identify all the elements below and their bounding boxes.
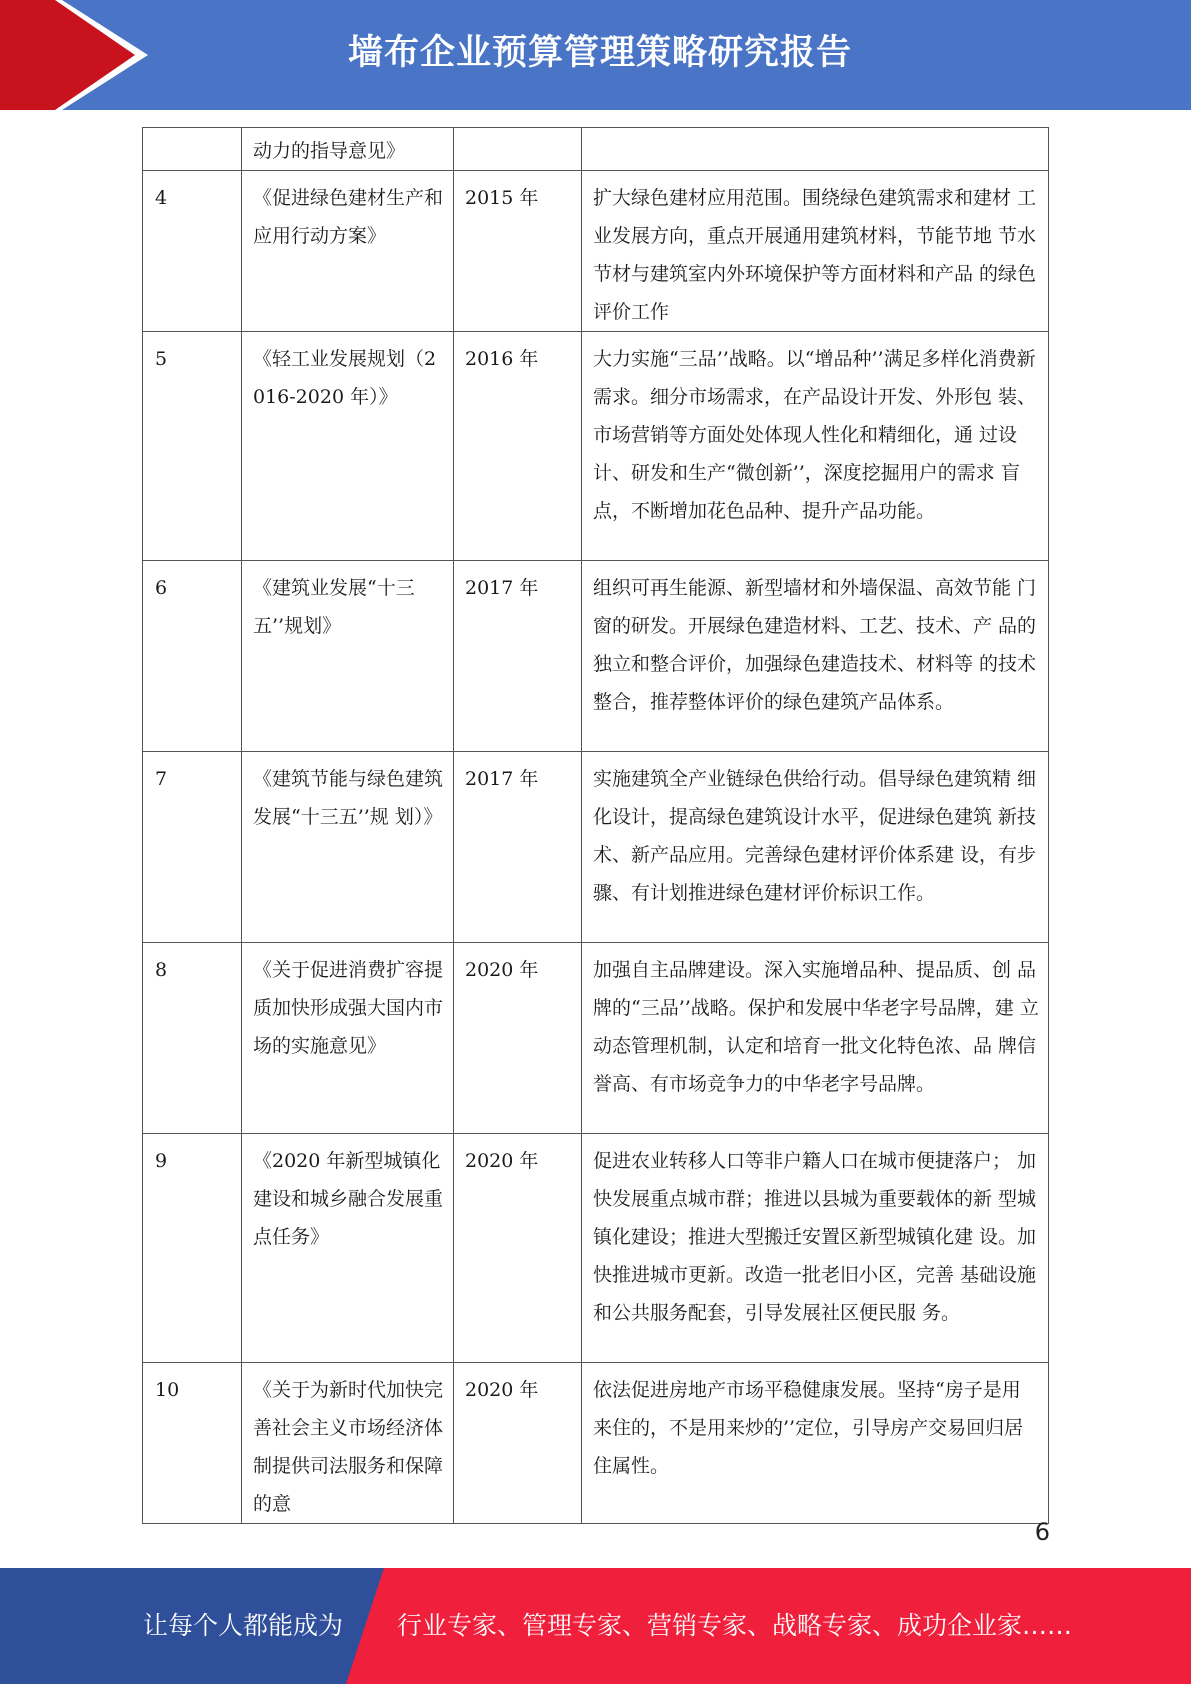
policy-year: 2016 年 xyxy=(454,332,582,561)
row-number: 5 xyxy=(143,332,242,561)
policy-name: 《建筑节能与绿色建筑发展“十三五’’规 划）》 xyxy=(242,752,454,943)
policy-name: 《关于促进消费扩容提质加快形成强大国内市场的实施意见》 xyxy=(242,943,454,1134)
policy-content xyxy=(582,128,1049,171)
row-number: 9 xyxy=(143,1134,242,1363)
table-row xyxy=(143,943,1049,1134)
policy-content: 实施建筑全产业链绿色供给行动。倡导绿色建筑精 细化设计，提高绿色建筑设计水平，促进绿色建筑 新技术、新产品应用。完善绿色建材评价体系建 设，有步骤、有计划推进绿色建材评价标识工作。 xyxy=(582,752,1049,943)
policy-year: 2020 年 xyxy=(454,943,582,1134)
table-row xyxy=(143,752,1049,943)
page-header xyxy=(0,0,1191,110)
header-chevron-graphic xyxy=(0,0,160,110)
table-row xyxy=(143,332,1049,561)
table-row xyxy=(143,1363,1049,1524)
policy-name: 《关于为新时代加快完善社会主义市场经济体制提供司法服务和保障的意 xyxy=(242,1363,454,1524)
policy-name: 《建筑业发展“十三五’’规划》 xyxy=(242,561,454,752)
policy-name: 《2020 年新型城镇化建设和城乡融合发展重点任务》 xyxy=(242,1134,454,1363)
footer-slogan-left: 让每个人都能成为 xyxy=(143,1611,344,1640)
document-title: 墙布企业预算管理策略研究报告 xyxy=(347,33,852,73)
row-number: 8 xyxy=(143,943,242,1134)
policy-year: 2015 年 xyxy=(454,171,582,332)
table-row xyxy=(143,171,1049,332)
row-number: 4 xyxy=(143,171,242,332)
policy-year: 2017 年 xyxy=(454,561,582,752)
row-number xyxy=(143,128,242,171)
policy-content: 大力实施“三品’’战略。以“增品种’’满足多样化消费新 需求。细分市场需求，在产品设计开发、外形包 装、市场营销等方面处处体现人性化和精细化，通 过设计、研发和生产“微创新’’，深度挖掘用户的需求 盲点，不断增加花色品种、提升产品功能。 xyxy=(582,332,1049,561)
row-number: 7 xyxy=(143,752,242,943)
policy-name: 动力的指导意见》 xyxy=(242,128,454,171)
policy-year xyxy=(454,128,582,171)
policy-year: 2020 年 xyxy=(454,1134,582,1363)
policy-table xyxy=(142,127,1049,1524)
table-row xyxy=(143,1134,1049,1363)
policy-year: 2020 年 xyxy=(454,1363,582,1524)
policy-content: 扩大绿色建材应用范围。围绕绿色建筑需求和建材 工业发展方向，重点开展通用建筑材料，节能节地 节水节材与建筑室内外环境保护等方面材料和产品 的绿色评价工作 xyxy=(582,171,1049,332)
policy-name: 《轻工业发展规划（2016-2020 年）》 xyxy=(242,332,454,561)
footer-slogan-right: 行业专家、管理专家、营销专家、战略专家、成功企业家…… xyxy=(397,1611,1073,1640)
page-footer xyxy=(0,1568,1191,1684)
row-number: 10 xyxy=(143,1363,242,1524)
policy-content: 依法促进房地产市场平稳健康发展。坚持“房子是用 来住的，不是用来炒的’’定位，引导房产交易回归居 住属性。 xyxy=(582,1363,1049,1524)
policy-content: 促进农业转移人口等非户籍人口在城市便捷落户； 加快发展重点城市群；推进以县城为重要载体的新 型城镇化建设；推进大型搬迁安置区新型城镇化建 设。加快推进城市更新。改造一批老旧小区，完善 基础设施和公共服务配套，引导发展社区便民服 务。 xyxy=(582,1134,1049,1363)
policy-content: 组织可再生能源、新型墙材和外墙保温、高效节能 门窗的研发。开展绿色建造材料、工艺、技术、产 品的独立和整合评价，加强绿色建造技术、材料等 的技术整合，推荐整体评价的绿色建筑产品体系。 xyxy=(582,561,1049,752)
row-number: 6 xyxy=(143,561,242,752)
policy-content: 加强自主品牌建设。深入实施增品种、提品质、创 品牌的“三品’’战略。保护和发展中华老字号品牌，建 立动态管理机制，认定和培育一批文化特色浓、品 牌信誉高、有市场竞争力的中华老字号品牌。 xyxy=(582,943,1049,1134)
table-row xyxy=(143,128,1049,171)
page-number: 6 xyxy=(1034,1518,1050,1546)
table-row xyxy=(143,561,1049,752)
policy-year: 2017 年 xyxy=(454,752,582,943)
policy-name: 《促进绿色建材生产和应用行动方案》 xyxy=(242,171,454,332)
